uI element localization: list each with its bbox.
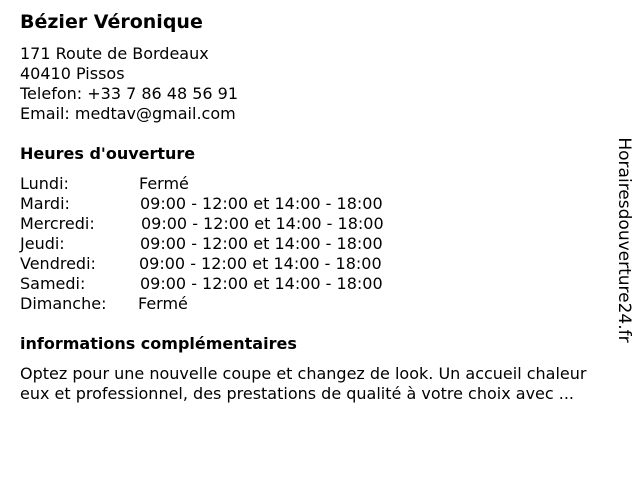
hours-value: 09:00 - 12:00 et 14:00 - 18:00 — [139, 254, 382, 273]
address-street: 171 Route de Bordeaux — [20, 44, 209, 63]
contact-block — [20, 44, 238, 124]
hours-heading: Heures d'ouverture — [20, 144, 196, 163]
address-city: 40410 Pissos — [20, 64, 125, 83]
description-line: eux et professionnel, des prestations de qualité à votre choix avec ... — [20, 384, 575, 403]
description-line: Optez pour une nouvelle coupe et changez de look. Un accueil chaleur — [20, 364, 587, 383]
hours-value: 09:00 - 12:00 et 14:00 - 18:00 — [140, 194, 383, 213]
hours-value: 09:00 - 12:00 et 14:00 - 18:00 — [140, 274, 383, 293]
hours-value: Fermé — [138, 294, 188, 313]
email-text: Email: medtav@gmail.com — [20, 104, 236, 123]
day-label: Mardi: — [20, 194, 70, 213]
day-label: Jeudi: — [20, 234, 65, 253]
info-heading: informations complémentaires — [20, 334, 297, 353]
phone-text: Telefon: +33 7 86 48 56 91 — [20, 84, 239, 103]
business-name: Bézier Véronique — [20, 11, 203, 33]
site-watermark: Horairesdouverture24.fr — [614, 137, 634, 343]
day-label: Vendredi: — [20, 254, 96, 273]
hours-value: 09:00 - 12:00 et 14:00 - 18:00 — [140, 234, 383, 253]
day-label: Lundi: — [20, 174, 69, 193]
description-text — [20, 364, 632, 404]
day-label: Samedi: — [20, 274, 86, 293]
day-label: Mercredi: — [20, 214, 95, 233]
day-label: Dimanche: — [20, 294, 107, 313]
hours-value: 09:00 - 12:00 et 14:00 - 18:00 — [141, 214, 384, 233]
hours-value: Fermé — [139, 174, 189, 193]
